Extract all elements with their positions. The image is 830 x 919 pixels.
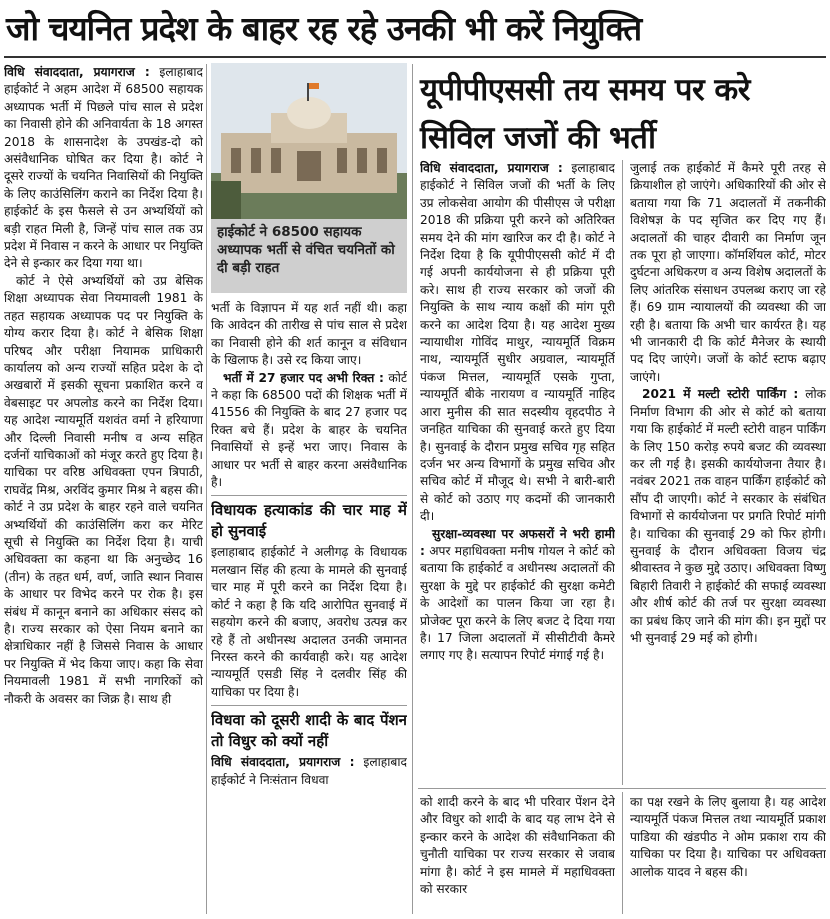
story2-headline: विधायक हत्याकांड की चार माह में हो सुनवाई xyxy=(211,501,407,541)
story4-parking-text: लोक निर्माण विभाग की ओर से कोर्ट को बताया गया कि हाईकोर्ट में मल्टी स्टोरी वाहन पार्किंग के लिए 150 करोड़ रुपये बजट की व्यवस्था कर ली गई है। इसकी कार्ययोजना तैयार है। नवंबर 2021 तक वाहन पार्किंग हाईकोर्ट को सौंप दी जाएगी। कोर्ट ने सरकार के संबंधित विभागों से कार्ययोजना पर प्रगति रिपोर्ट मांगी है। याचिका की सुनवाई 29 को फिर होगी। सुनवाई के दौरान अधिवक्ता विजय चंद्र श्रीवास्तव ने कुछ मुद्दे उठाए। अधिवक्ता विष्णु बिहारी तिवारी ने हाईकोर्ट की सफाई व्यवस्था और शीर्ष कोर्ट की तर्ज पर सुरक्षा व्यवस्था का प्रबंध किए जाने की मांग की। इन मुद्दों पर भी सुनवाई 29 मई को होगी। xyxy=(630,387,826,645)
story4-text1: इलाहाबाद हाईकोर्ट ने सिविल जजों की भर्ती के लिए उप्र लोकसेवा आयोग की पीसीएस जे परीक्षा 2018 की प्रक्रिया पूरी करने को अतिरिक्त समय देने की मांग खारिज कर दी है। कोर्ट ने निर्देश दिया है कि यूपीपीएससी कोर्ट में दी गई अपनी कार्ययोजना से ही प्रक्रिया पूरी करे। साथ ही राज्य सरकार को जजों की नियुक्ति के साथ न्याय कक्षों की मांग पूरी करने का आदेश दिया है। यह आदेश मुख्य न्यायाधीश गोविंद माथुर, न्यायमूर्ति विक्रम नाथ, न्यायमूर्ति सुधीर अग्रवाल, न्यायमूर्ति पंकज मित्तल, न्यायमूर्ति एसके गुप्ता, न्यायमूर्ति बीके नारायण व न्यायमूर्ति नाहिद आरा मुनीस की सात सदस्यीय वृहदपीठ ने जनहित याचिका की सुनवाई करते हुए दिया है। सुनवाई के दौरान प्रमुख सचिव गृह सहित दर्जन भर अन्य विभागों के प्रमुख सचिव और सचिव कोर्ट में मौजूद थे। सभी ने बारी-बारी से कोर्ट को उठाए गए कदमों की जानकारी दी। xyxy=(420,161,615,524)
story4-column2 xyxy=(630,160,826,785)
story1-continuation: भर्ती के विज्ञापन में यह शर्त नहीं थी। कहा कि आवेदन की तारीख से पांच साल से प्रदेश का निवासी होने की शर्त कानून व संविधान के खिलाफ है। उसे रद किया जाए। xyxy=(211,301,407,368)
story4-parking-lead: 2021 में मल्टी स्टोरी पार्किंग : xyxy=(642,387,799,402)
story3-continuation-column2 xyxy=(630,794,826,916)
story3-text: इलाहाबाद हाईकोर्ट ने निःसंतान विधवा xyxy=(211,755,407,787)
column-divider xyxy=(622,160,623,785)
story3-headline: विधवा को दूसरी शादी के बाद पेंशन तो विधुर को क्यों नहीं xyxy=(211,711,407,751)
story1-sub-text: कोर्ट ने कहा कि 68500 पदों की शिक्षक भर्ती में 41556 की नियुक्ति के बाद 27 हजार पद रिक्त बचे हैं। प्रदेश के बाहर के चयनित निवासियों से इन्हें भरा जाए। निवास के आधार पर भर्ती से बाहर करना असंवैधानिक है। xyxy=(211,370,407,490)
story1-byline: विधि संवाददाता, प्रयागराज : xyxy=(4,65,150,79)
story4-byline: विधि संवाददाता, प्रयागराज : xyxy=(420,161,563,175)
story1-column xyxy=(4,64,203,916)
story3-text-col2: को शादी करने के बाद भी परिवार पेंशन देने और विधुर को शादी के बाद यह लाभ देने से इन्कार करने के आदेश की संवैधानिकता की चुनौती याचिका पर राज्य सरकार से जवाब मांगा है। कोर्ट ने इस मामले में महाधिवक्ता को सरकार xyxy=(420,795,615,897)
story1-para1: इलाहाबाद हाईकोर्ट ने अहम आदेश में 68500 सहायक अध्यापक भर्ती में पिछले पांच साल से प्रदेश का निवासी होने की अनिवार्यता के 18 अगस्त 2018 के शासनादेश के उपखंड-दो को असंवैधानिक घोषित कर दिया है। कोर्ट ने दूसरे राज्यों के चयनित निवासियों की नियुक्ति के लिए काउंसिलिंग कराने का निर्देश दिया है। हाईकोर्ट के इस फैसले से उन अभ्यर्थियों को बड़ी राहत मिली है, जिन्हें पांच साल तक उप्र प्रदेश में निवास न करने के आधार पर नियुक्ति देने से इन्कार कर दिया गया था। xyxy=(4,65,203,271)
story4-security-text: अपर महाधिवक्ता मनीष गोयल ने कोर्ट को बताया कि हाईकोर्ट व अधीनस्थ अदालतों की सुरक्षा के मुद्दे पर हाईकोर्ट की सुरक्षा कमेटी के आदेशों का पालन किया जा रहा है। प्रोजेक्ट पूरा करने के लिए बजट दे दिया गया है। 17 जिला अदालतों में सीसीटीवी कैमरे लगाए गए है। सत्यापन रिपोर्ट मंगाई गई है। xyxy=(420,543,615,663)
column-divider xyxy=(622,792,623,914)
high-court-photo xyxy=(211,63,407,219)
story3-continuation-column1 xyxy=(420,794,615,916)
column-divider xyxy=(412,64,413,914)
story-divider xyxy=(211,705,407,706)
story-divider xyxy=(211,495,407,496)
story1-sub-lead: भर्ती में 27 हजार पद अभी रिक्त : xyxy=(223,370,384,385)
column-divider xyxy=(206,64,207,914)
story1-continuation-column xyxy=(211,300,407,916)
story1-para2: कोर्ट ने ऐसे अभ्यर्थियों को उप्र बेसिक शिक्षा अध्यापक सेवा नियमावली 1981 के तहत सहायक अध्यापक पद पर नियुक्ति के योग्य करार दिया है। कोर्ट ने बेसिक शिक्षा परिषद और परीक्षा नियामक प्राधिकारी कार्यालय को अन्य राज्यों सहित प्रदेश के दो अखबारों में इसकी सूचना प्रकाशित करने व वेबसाइट पर अपलोड करने का निर्देश दिया। यह आदेश न्यायमूर्ति यशवंत वर्मा ने हरियाणा और दिल्ली निवासी मनीष व अन्य सहित दर्जनों याचिकाओं को मंजूर करते हुए दिया है। याचिका पर वरिष्ठ अधिवक्ता एपन त्रिपाठी, राघवेंद्र मिश्र, अरविंद कुमार मिश्र ने बहस की। कोर्ट ने उप्र प्रदेश के बाहर रहने वाले चयनित अभ्यर्थियों की काउंसिलिंग करा कर मेरिट सूची से नियुक्ति का निर्देश दिया है। याची अधिवक्ता का कहना था कि अनुच्छेद 16 (तीन) के तहत धर्म, वर्ण, जाति स्थान निवास के आधार पर विभेद करने पर रोक है। इस संबंध में कानून बनाने का अधिकार संसद को है। राज्य सरकार को ऐसा नियम बनाने का क्षेत्राधिकार नहीं है जिससे निवास के आधार पर नियुक्ति में भेद किया जाए। कहा कि सेवा नियमावली 1981 में सभी नागरिकों को नौकरी के अवसर का जिक्र है। साथ ही xyxy=(4,273,203,706)
story3-text-col3: का पक्ष रखने के लिए बुलाया है। यह आदेश न्यायमूर्ति पंकज मित्तल तथा न्यायमूर्ति प्रकाश पाडिया की खंडपीठ ने ओम प्रकाश राय की याचिका पर दिया है। याचिका पर अधिवक्ता आलोक यादव ने बहस की। xyxy=(630,795,826,879)
story3-byline: विधि संवाददाता, प्रयागराज : xyxy=(211,755,355,770)
story4-col2-text: जुलाई तक हाईकोर्ट में कैमरे पूरी तरह से क्रियाशील हो जाएंगे। अधिकारियों की ओर से बताया गया कि 71 अदालतों में तकनीकी विशेषज्ञ के पद सृजित कर दिए गए हैं। अदालतों की चाहर दीवारी का निर्माण जून तक पूरा हो जाएगा। कॉमर्शियल कोर्ट, मोटर दुर्घटना अधिकरण व अन्य विशेष अदालतों के लिए आंतरिक संसाधन उपलब्ध कराए जा रहे हैं। 69 ग्राम न्यायालयों की व्यवस्था की जा रही है। बताया कि अभी चार कार्यरत है। यह भी जानकारी दी कि कोर्ट मैनेजर के स्थायी पद दिए जाएंगे। जजों के कोर्ट स्टाफ बढ़ाए जाएंगे। xyxy=(630,161,826,384)
story4-security-lead: सुरक्षा-व्यवस्था पर अफसरों ने भरी हामी : xyxy=(420,526,615,558)
headline-rule xyxy=(4,56,826,58)
story-divider xyxy=(418,788,826,789)
main-headline: जो चयनित प्रदेश के बाहर रह रहे उनकी भी करें नियुक्ति xyxy=(6,9,642,48)
story4-column1 xyxy=(420,160,615,785)
story2-text: इलाहाबाद हाईकोर्ट ने अलीगढ़ के विधायक मलखान सिंह की हत्या के मामले की सुनवाई चार माह में पूरी करने का निर्देश दिया है। कोर्ट ने कहा है कि यदि आरोपित सुनवाई में सहयोग करने की बजाए, अवरोध उत्पन्न कर रहे हैं तो अधीनस्थ अदालत उनकी जमानत निरस्त करने की कार्यवाही करे। यह आदेश न्यायमूर्ति एसडी सिंह ने दलवीर सिंह की याचिका पर दिया है। xyxy=(211,545,407,699)
story4-headline: यूपीपीएससी तय समय पर करे सिविल जजों की भर्ती xyxy=(420,72,750,156)
photo-caption: हाईकोर्ट ने 68500 सहायक अध्यापक भर्ती से वंचित चयनितों को दी बड़ी राहत xyxy=(211,219,407,293)
